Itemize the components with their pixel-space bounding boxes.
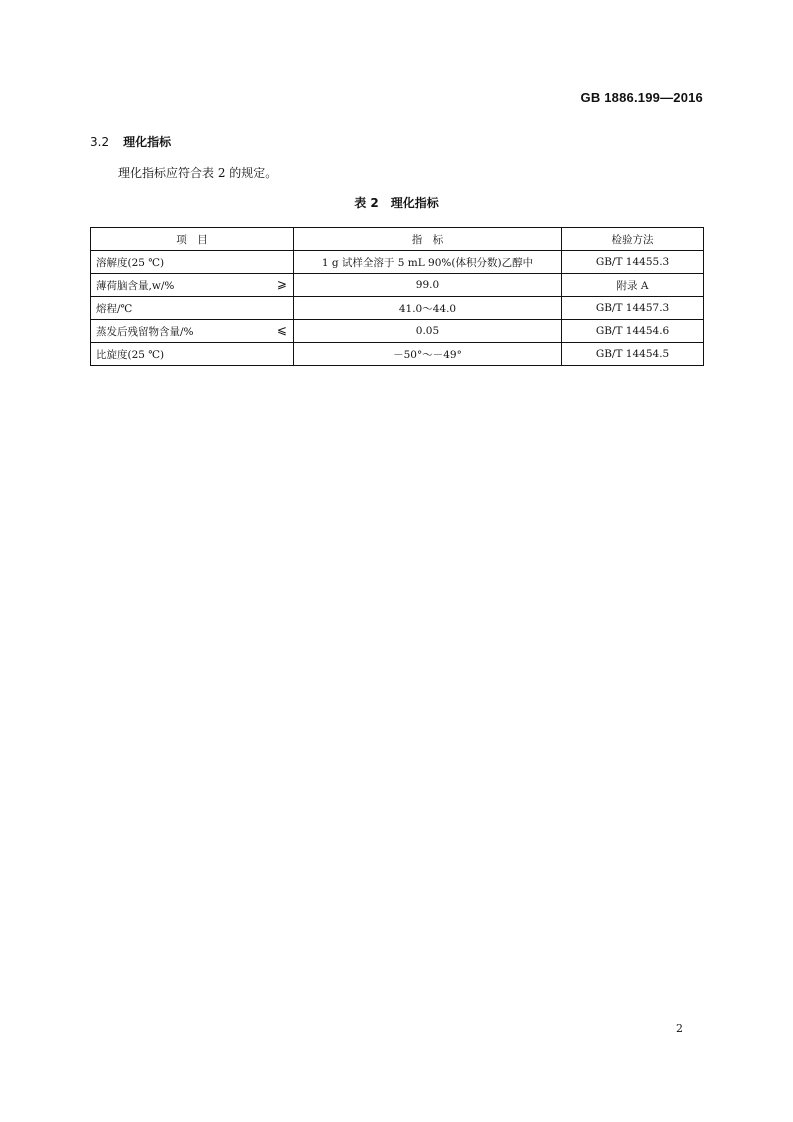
body-paragraph: 理化指标应符合表 2 的规定。: [118, 166, 278, 180]
table-caption-number: 表 2: [354, 196, 379, 210]
table-header-row: [91, 228, 704, 251]
comparison-symbol: ⩽: [276, 323, 287, 337]
cell-item: [91, 251, 294, 274]
table-row: [91, 274, 704, 297]
table-row: [91, 251, 704, 274]
table-caption: [0, 194, 793, 211]
header-item: 项 目: [91, 228, 294, 251]
cell-index: 0.05: [293, 320, 561, 343]
document-standard-number: GB 1886.199—2016: [580, 90, 703, 105]
cell-item: [91, 297, 294, 320]
item-label: 熔程/℃: [96, 302, 133, 315]
cell-item: [91, 274, 294, 297]
item-label: 溶解度(25 ℃): [96, 256, 165, 269]
cell-item: [91, 343, 294, 366]
cell-method: GB/T 14457.3: [562, 297, 704, 320]
comparison-symbol: ⩾: [276, 277, 287, 291]
header-method: 检验方法: [562, 228, 704, 251]
item-label: 比旋度(25 ℃): [96, 348, 165, 361]
section-heading: [90, 133, 171, 150]
cell-index: 99.0: [293, 274, 561, 297]
page-number: 2: [676, 1022, 683, 1035]
table-row: [91, 297, 704, 320]
header-index: 指 标: [293, 228, 561, 251]
cell-index: －50°～－49°: [293, 343, 561, 366]
cell-index: 41.0～44.0: [293, 297, 561, 320]
section-number: 3.2: [90, 135, 110, 149]
item-label: 蒸发后残留物含量/%: [96, 325, 194, 338]
cell-method: 附录 A: [562, 274, 704, 297]
cell-method: GB/T 14454.6: [562, 320, 704, 343]
cell-item: [91, 320, 294, 343]
section-title: 理化指标: [123, 135, 172, 149]
specification-table: [90, 227, 704, 366]
cell-method: GB/T 14455.3: [562, 251, 704, 274]
table-row: [91, 320, 704, 343]
item-label: 薄荷脑含量,w/%: [96, 279, 175, 292]
cell-index: 1 g 试样全溶于 5 mL 90%(体积分数)乙醇中: [293, 251, 561, 274]
table-caption-title: 理化指标: [390, 196, 439, 210]
table-row: [91, 343, 704, 366]
cell-method: GB/T 14454.5: [562, 343, 704, 366]
